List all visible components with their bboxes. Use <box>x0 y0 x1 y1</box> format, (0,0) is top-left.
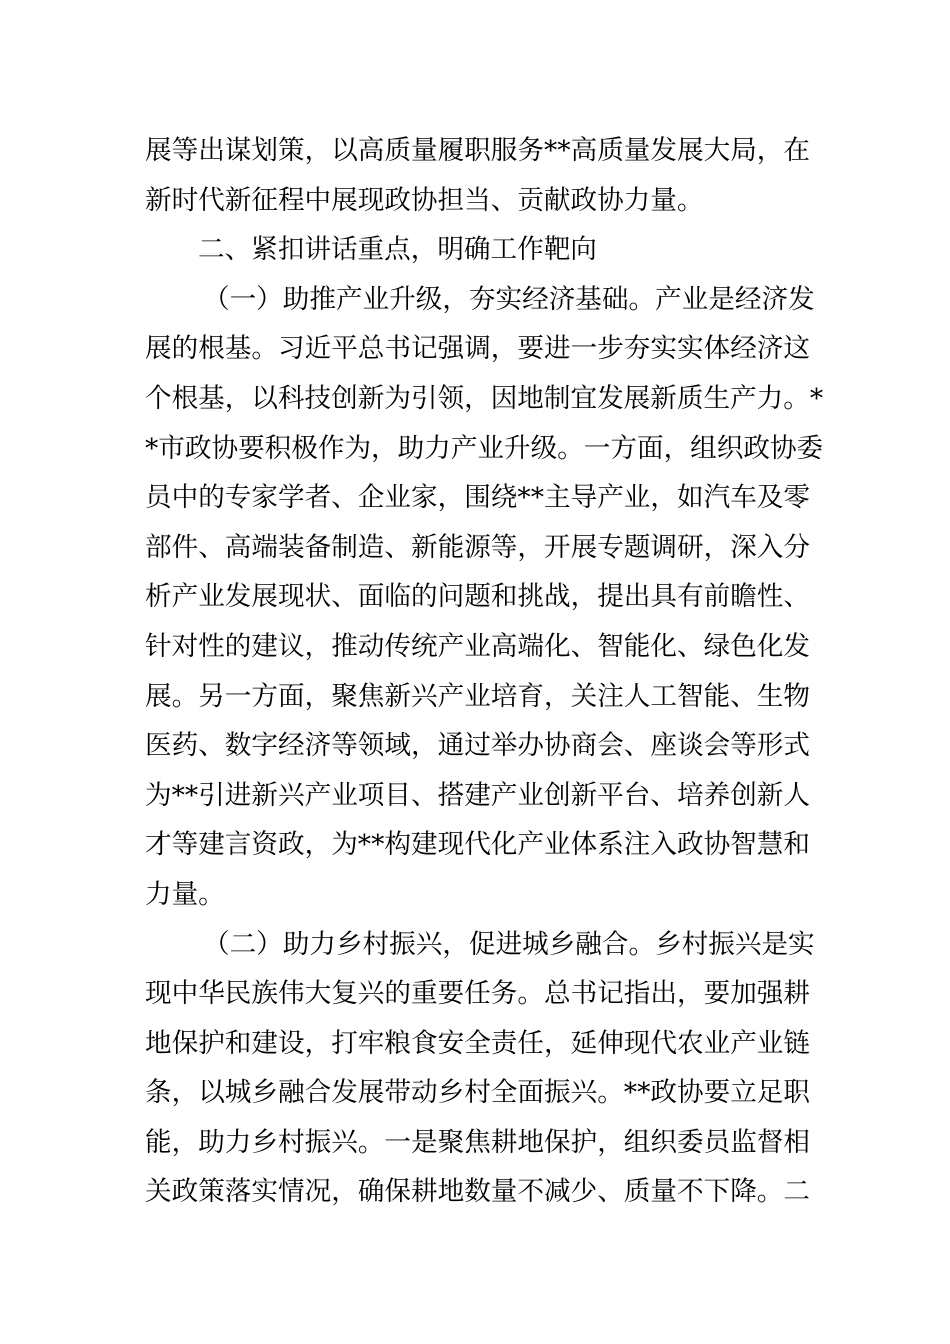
section-heading: 二、紧扣讲话重点，明确工作靶向 <box>198 234 597 266</box>
text-line: *市政协要积极作为，助力产业升级。一方面，组织政协委 <box>145 432 824 464</box>
paragraph-start-line: （一）助推产业升级，夯实经济基础。产业是经济发 <box>203 283 815 315</box>
text-line: 力量。 <box>145 878 225 910</box>
text-line: 针对性的建议，推动传统产业高端化、智能化、绿色化发 <box>145 630 810 662</box>
text-line: 个根基，以科技创新为引领，因地制宜发展新质生产力。* <box>145 382 824 414</box>
document-body <box>145 126 824 1217</box>
text-line: 展。另一方面，聚焦新兴产业培育，关注人工智能、生物 <box>145 680 810 712</box>
text-line: 医药、数字经济等领域，通过举办协商会、座谈会等形式 <box>145 730 810 762</box>
text-line: 部件、高端装备制造、新能源等，开展专题调研，深入分 <box>145 531 810 563</box>
text-line: 能，助力乡村振兴。一是聚焦耕地保护，组织委员监督相 <box>145 1126 810 1158</box>
text-line: 析产业发展现状、面临的问题和挑战，提出具有前瞻性、 <box>145 581 810 613</box>
text-line: 关政策落实情况，确保耕地数量不减少、质量不下降。二 <box>145 1176 810 1208</box>
text-line: 展的根基。习近平总书记强调，要进一步夯实实体经济这 <box>145 333 810 365</box>
text-line: 现中华民族伟大复兴的重要任务。总书记指出，要加强耕 <box>145 978 810 1010</box>
text-line: 员中的专家学者、企业家，围绕**主导产业，如汽车及零 <box>145 482 810 514</box>
text-line: 地保护和建设，打牢粮食安全责任，延伸现代农业产业链 <box>145 1027 810 1059</box>
text-line: 条，以城乡融合发展带动乡村全面振兴。**政协要立足职 <box>145 1077 810 1109</box>
text-line: 才等建言资政，为**构建现代化产业体系注入政协智慧和 <box>145 829 810 861</box>
paragraph-start-line: （二）助力乡村振兴，促进城乡融合。乡村振兴是实 <box>203 928 815 960</box>
text-line: 展等出谋划策，以高质量履职服务**高质量发展大局，在 <box>145 135 810 166</box>
text-line: 为**引进新兴产业项目、搭建产业创新平台、培养创新人 <box>145 779 810 811</box>
text-line: 新时代新征程中展现政协担当、贡献政协力量。 <box>145 184 704 216</box>
